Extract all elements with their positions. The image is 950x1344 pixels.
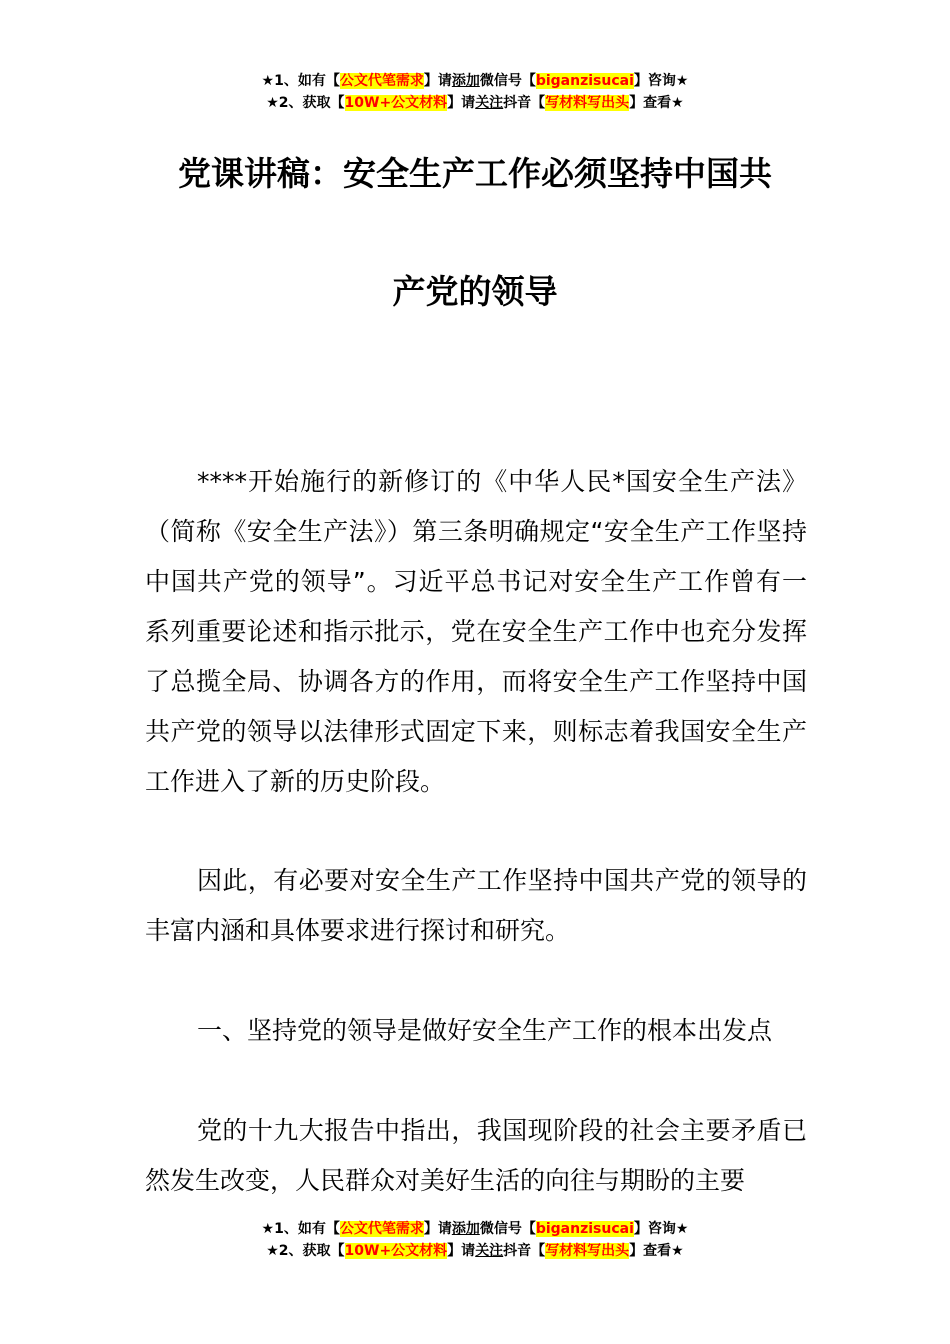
promo-emphasis: 关注: [475, 1243, 504, 1259]
header-promo-banner: [0, 70, 950, 114]
promo-highlight: 公文代笔需求: [339, 1221, 424, 1237]
promo-text: 】请: [447, 1243, 476, 1259]
promo-highlight: 10W+公文材料: [344, 95, 448, 111]
footer-promo-banner: [0, 1218, 950, 1262]
promo-highlight: 公文代笔需求: [339, 73, 424, 89]
promo-emphasis: 添加: [451, 73, 480, 89]
promo-line-2: [0, 1240, 950, 1262]
promo-text: 微信号【: [479, 1221, 536, 1237]
promo-text: 】查看★: [629, 1243, 684, 1259]
promo-text: 】请: [447, 95, 476, 111]
promo-line-2: [0, 92, 950, 114]
document-title-line-1: 党课讲稿：安全生产工作必须坚持中国共: [178, 154, 772, 193]
body-paragraph: 党的十九大报告中指出，我国现阶段的社会主要矛盾已然发生改变，人民群众对美好生活的向往与期盼的主要: [145, 1116, 807, 1195]
promo-text: 】查看★: [629, 95, 684, 111]
document-title-line-2: 产党的领导: [392, 272, 558, 311]
promo-text: 微信号【: [479, 73, 536, 89]
promo-text: 】请: [423, 1221, 452, 1237]
promo-text: 】咨询★: [633, 1221, 689, 1237]
promo-emphasis: 关注: [475, 95, 504, 111]
section-heading: 一、坚持党的领导是做好安全生产工作的根本出发点: [197, 1016, 773, 1045]
promo-wechat-id: biganzisucai: [535, 73, 634, 89]
promo-text: ★1、如有【: [261, 73, 340, 89]
promo-text: 抖音【: [503, 95, 546, 111]
promo-text: ★2、获取【: [266, 1243, 345, 1259]
body-paragraph: ****开始施行的新修订的《中华人民*国安全生产法》（简称《安全生产法》）第三条明确规定“安全生产工作坚持中国共产党的领导”。习近平总书记对安全生产工作曾有一系列重要论述和指示批示，党在安全生产工作中也充分发挥了总揽全局、协调各方的作用，而将安全生产工作坚持中国共产党的领导以法律形式固定下来，则标志着我国安全生产工作进入了新的历史阶段。: [145, 467, 807, 796]
promo-text: ★1、如有【: [261, 1221, 340, 1237]
promo-text: 】请: [423, 73, 452, 89]
promo-emphasis: 添加: [451, 1221, 480, 1237]
promo-text: ★2、获取【: [266, 95, 345, 111]
promo-line-1: [0, 1218, 950, 1240]
promo-wechat-id: biganzisucai: [535, 1221, 634, 1237]
promo-text: 】咨询★: [633, 73, 689, 89]
promo-highlight: 10W+公文材料: [344, 1243, 448, 1259]
promo-douyin-id: 写材料写出头: [545, 1243, 630, 1259]
body-paragraph: 因此，有必要对安全生产工作坚持中国共产党的领导的丰富内涵和具体要求进行探讨和研究。: [145, 866, 807, 945]
promo-douyin-id: 写材料写出头: [545, 95, 630, 111]
promo-text: 抖音【: [503, 1243, 546, 1259]
promo-line-1: [0, 70, 950, 92]
